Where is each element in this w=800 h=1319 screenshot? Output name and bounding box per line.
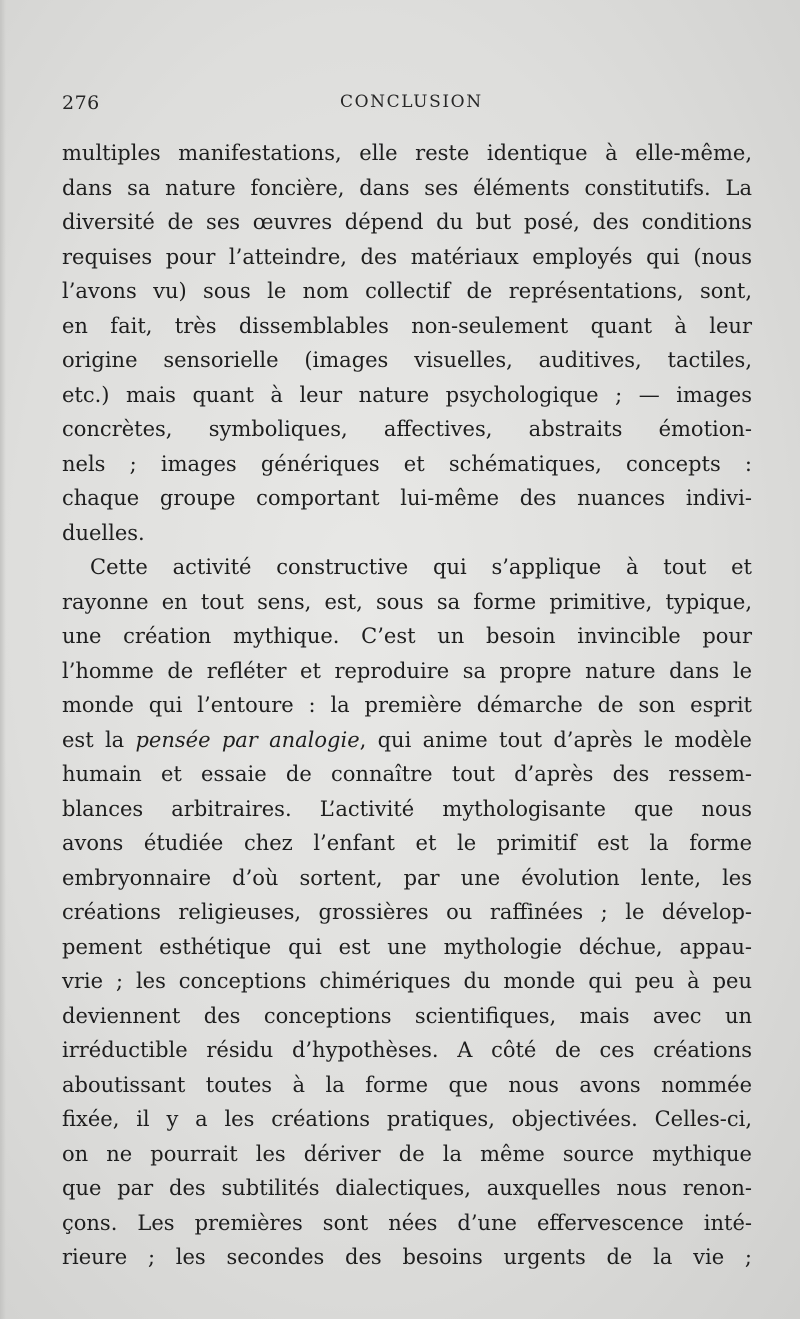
text-line: monde qui l’entoure : la première démarche de son esprit [62,693,752,717]
text-line: chaque groupe comportant lui-même des nuances indivi- [62,486,752,510]
line-start: est la [62,727,136,752]
text-line: irréductible résidu d’hypothèses. A côté de ces créations [62,1038,752,1062]
text-line: blances arbitraires. L’activité mythologisante que nous [62,796,752,821]
text-line: rayonne en tout sens, est, sous sa forme primitive, typique, [62,589,752,614]
line-end: , qui anime tout d’après le modèle [359,727,752,752]
text-line: vrie ; les conceptions chimériques du monde qui peu à peu [62,969,752,993]
text-line: avons étudiée chez l’enfant et le primitif est la forme [62,831,752,855]
text-line: deviennent des conceptions scientifiques, mais avec un [62,1003,752,1028]
page-edge-shadow [0,0,6,1319]
text-line-with-emphasis [62,723,752,758]
text-line: multiples manifestations, elle reste identique à elle-même, [62,141,752,165]
text-line: etc.) mais quant à leur nature psychologique ; — images [62,382,752,407]
text-line: l’avons vu) sous le nom collectif de représentations, sont, [62,279,752,303]
text-line: origine sensorielle (images visuelles, auditives, tactiles, [62,348,752,372]
text-line: l’homme de refléter et reproduire sa propre nature dans le [62,658,752,683]
text-line: rieure ; les secondes des besoins urgents de la vie ; [62,1245,752,1269]
paragraph-first-line: Cette activité constructive qui s’applique à tout et [90,555,752,579]
paragraph-end-line: duelles. [62,520,145,545]
running-title: CONCLUSION [340,92,483,112]
text-line: on ne pourrait les dériver de la même source mythique [62,1141,752,1166]
text-line: fixée, il y a les créations pratiques, objectivées. Celles-ci, [62,1107,752,1131]
page-header [62,92,752,116]
text-line: diversité de ses œuvres dépend du but posé, des conditions [62,210,752,234]
text-line: aboutissant toutes à la forme que nous avons nommée [62,1072,752,1097]
text-line: dans sa nature foncière, dans ses éléments constitutifs. La [62,175,752,200]
text-line: çons. Les premières sont nées d’une effervescence inté- [62,1210,752,1235]
text-line: humain et essaie de connaître tout d’après des ressem- [62,762,752,786]
text-line: nels ; images génériques et schématiques, concepts : [62,451,752,476]
text-line: en fait, très dissemblables non-seulement quant à leur [62,313,752,338]
text-line: embryonnaire d’où sortent, par une évolution lente, les [62,865,752,890]
text-line: concrètes, symboliques, affectives, abstraits émotion- [62,417,752,441]
text-line: créations religieuses, grossières ou raffinées ; le dévelop- [62,900,752,924]
text-line: requises pour l’atteindre, des matériaux employés qui (nous [62,244,752,269]
body-text [62,136,752,1275]
text-line: que par des subtilités dialectiques, auxquelles nous renon- [62,1176,752,1200]
text-line: pement esthétique qui est une mythologie déchue, appau- [62,934,752,959]
text-line: une création mythique. C’est un besoin invincible pour [62,624,752,648]
emphasis-pensee-par-analogie: pensée par analogie [135,727,360,752]
page-number: 276 [62,92,100,114]
